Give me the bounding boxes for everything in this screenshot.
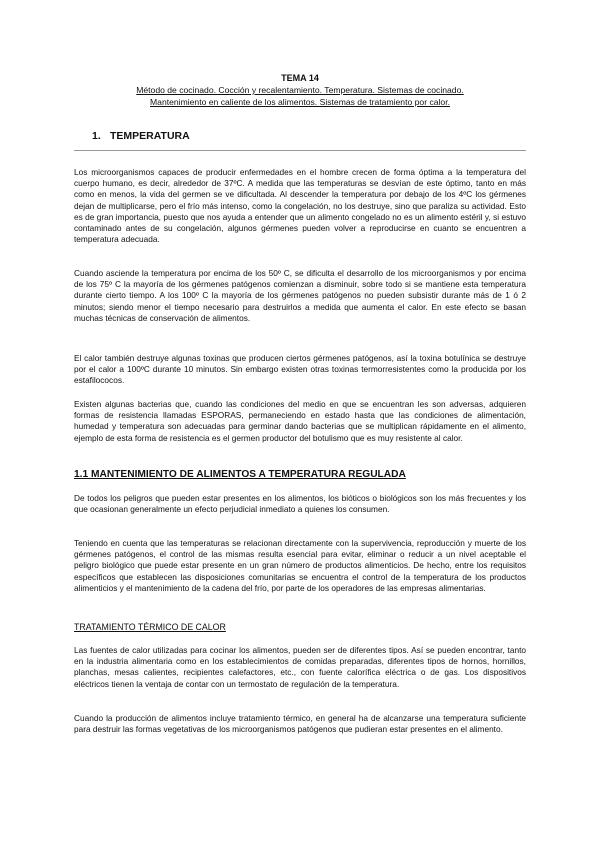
section-1-number: 1.	[92, 130, 101, 142]
section-1-title: TEMPERATURA	[110, 130, 190, 142]
paragraph-heat-sources: Las fuentes de calor utilizadas para cocinar los alimentos, pueden ser de diferentes tipos. Así se pueden encontrar, tanto en la industria alimentaria como en los establecimientos de comidas preparadas, diferentes tipos de hornos, hornillos, planchas, mesas calientes, recipientes calefactores, etc., con fuente calorífica eléctrica o de gas. Los dispositivos eléctricos tienen la ventaja de contar con un termostato de regulación de la temperatura.	[74, 645, 526, 689]
paragraph-microorganisms: Los microorganismos capaces de producir enfermedades en el hombre crecen de forma óptima a la temperatura del cuerpo humano, es decir, alrededor de 37ºC. A medida que las temperaturas se desvían de este óptimo, tanto en más como en menos, la vida del germen se ve dificultada. Al descender la temperatura por debajo de los 4ºC los gérmenes dejan de multiplicarse, pero el frío más intenso, como la congelación, no los destruye, sino que paraliza su actividad. Esto es de gran importancia, puesto que nos ayuda a entender que un alimento congelado no es un alimento estéril y, si estuvo contaminado antes de su congelación, algunos gérmenes pueden volver a reproducirse en cuanto se encuentren a temperatura adecuada.	[74, 167, 526, 245]
paragraph-toxins: El calor también destruye algunas toxinas que producen ciertos gérmenes patógenos, así la toxina botulínica se destruye por el calor a 100ºC durante 10 minutos. Sin embargo existen otras toxinas termorresistentes como la producida por los estafilococos.	[74, 353, 526, 386]
document-subtitle	[75, 84, 525, 108]
paragraph-thermal-treatment: Cuando la producción de alimentos incluye tratamiento térmico, en general ha de alcanzarse una temperatura suficiente para destruir las formas vegetativas de los microorganismos patógenos que pudieran estar presentes en el alimento.	[74, 713, 526, 735]
subtitle-line-1: Método de cocinado. Cocción y recalentamiento. Temperatura. Sistemas de cocinado.	[136, 85, 464, 95]
section-1-heading	[92, 131, 190, 142]
section-1-1-heading: 1.1 MANTENIMIENTO DE ALIMENTOS A TEMPERATURA REGULADA	[74, 469, 406, 480]
thermal-treatment-heading: TRATAMIENTO TÉRMICO DE CALOR	[74, 622, 226, 632]
document-title: TEMA 14	[281, 73, 319, 83]
paragraph-high-temperature: Cuando asciende la temperatura por encima de los 50º C, se dificulta el desarrollo de los microorganismos y por encima de los 75º C la mayoría de los gérmenes patógenos comienzan a disminuir, sobre todo si se mantiene esta temperatura durante cierto tiempo. A los 100º C la mayoría de los gérmenes patógenos no pueden subsistir durante más de 1 ó 2 minutos; siendo menor el tiempo necesario para destruirlos a medida que aumenta el calor. En este efecto se basan muchas técnicas de conservación de alimentos.	[74, 268, 526, 323]
paragraph-spores: Existen algunas bacterias que, cuando las condiciones del medio en que se encuentran les son adversas, adquieren formas de resistencia llamadas ESPORAS, permaneciendo en estado hasta que las condiciones de alimentación, humedad y temperatura son adecuadas para germinar dando bacterias que se multiplican rápidamente en el alimento, ejemplo de esta forma de resistencia es el germen productor del botulismo que es muy resistente al calor.	[74, 399, 526, 443]
paragraph-temperature-control: Teniendo en cuenta que las temperaturas se relacionan directamente con la supervivencia, reproducción y muerte de los gérmenes patógenos, el control de las mismas resulta esencial para evitar, eliminar o reducir a un nivel aceptable el peligro biológico que puede estar presente en un gran número de productos alimenticios. De hecho, entre los requisitos específicos que establecen las disposiciones comunitarias se encuentra el control de la temperatura de los productos alimenticios y el mantenimiento de la cadena del frío, por parte de los operadores de las empresas alimentarias.	[74, 538, 526, 593]
subtitle-line-2: Mantenimiento en caliente de los alimentos. Sistemas de tratamiento por calor.	[150, 97, 450, 107]
section-divider	[74, 150, 526, 151]
paragraph-biological-hazards: De todos los peligros que pueden estar presentes en los alimentos, los bióticos o biológicos son los más frecuentes y los que ocasionan generalmente un efecto perjudicial inmediato a quienes los consumen.	[74, 493, 526, 515]
